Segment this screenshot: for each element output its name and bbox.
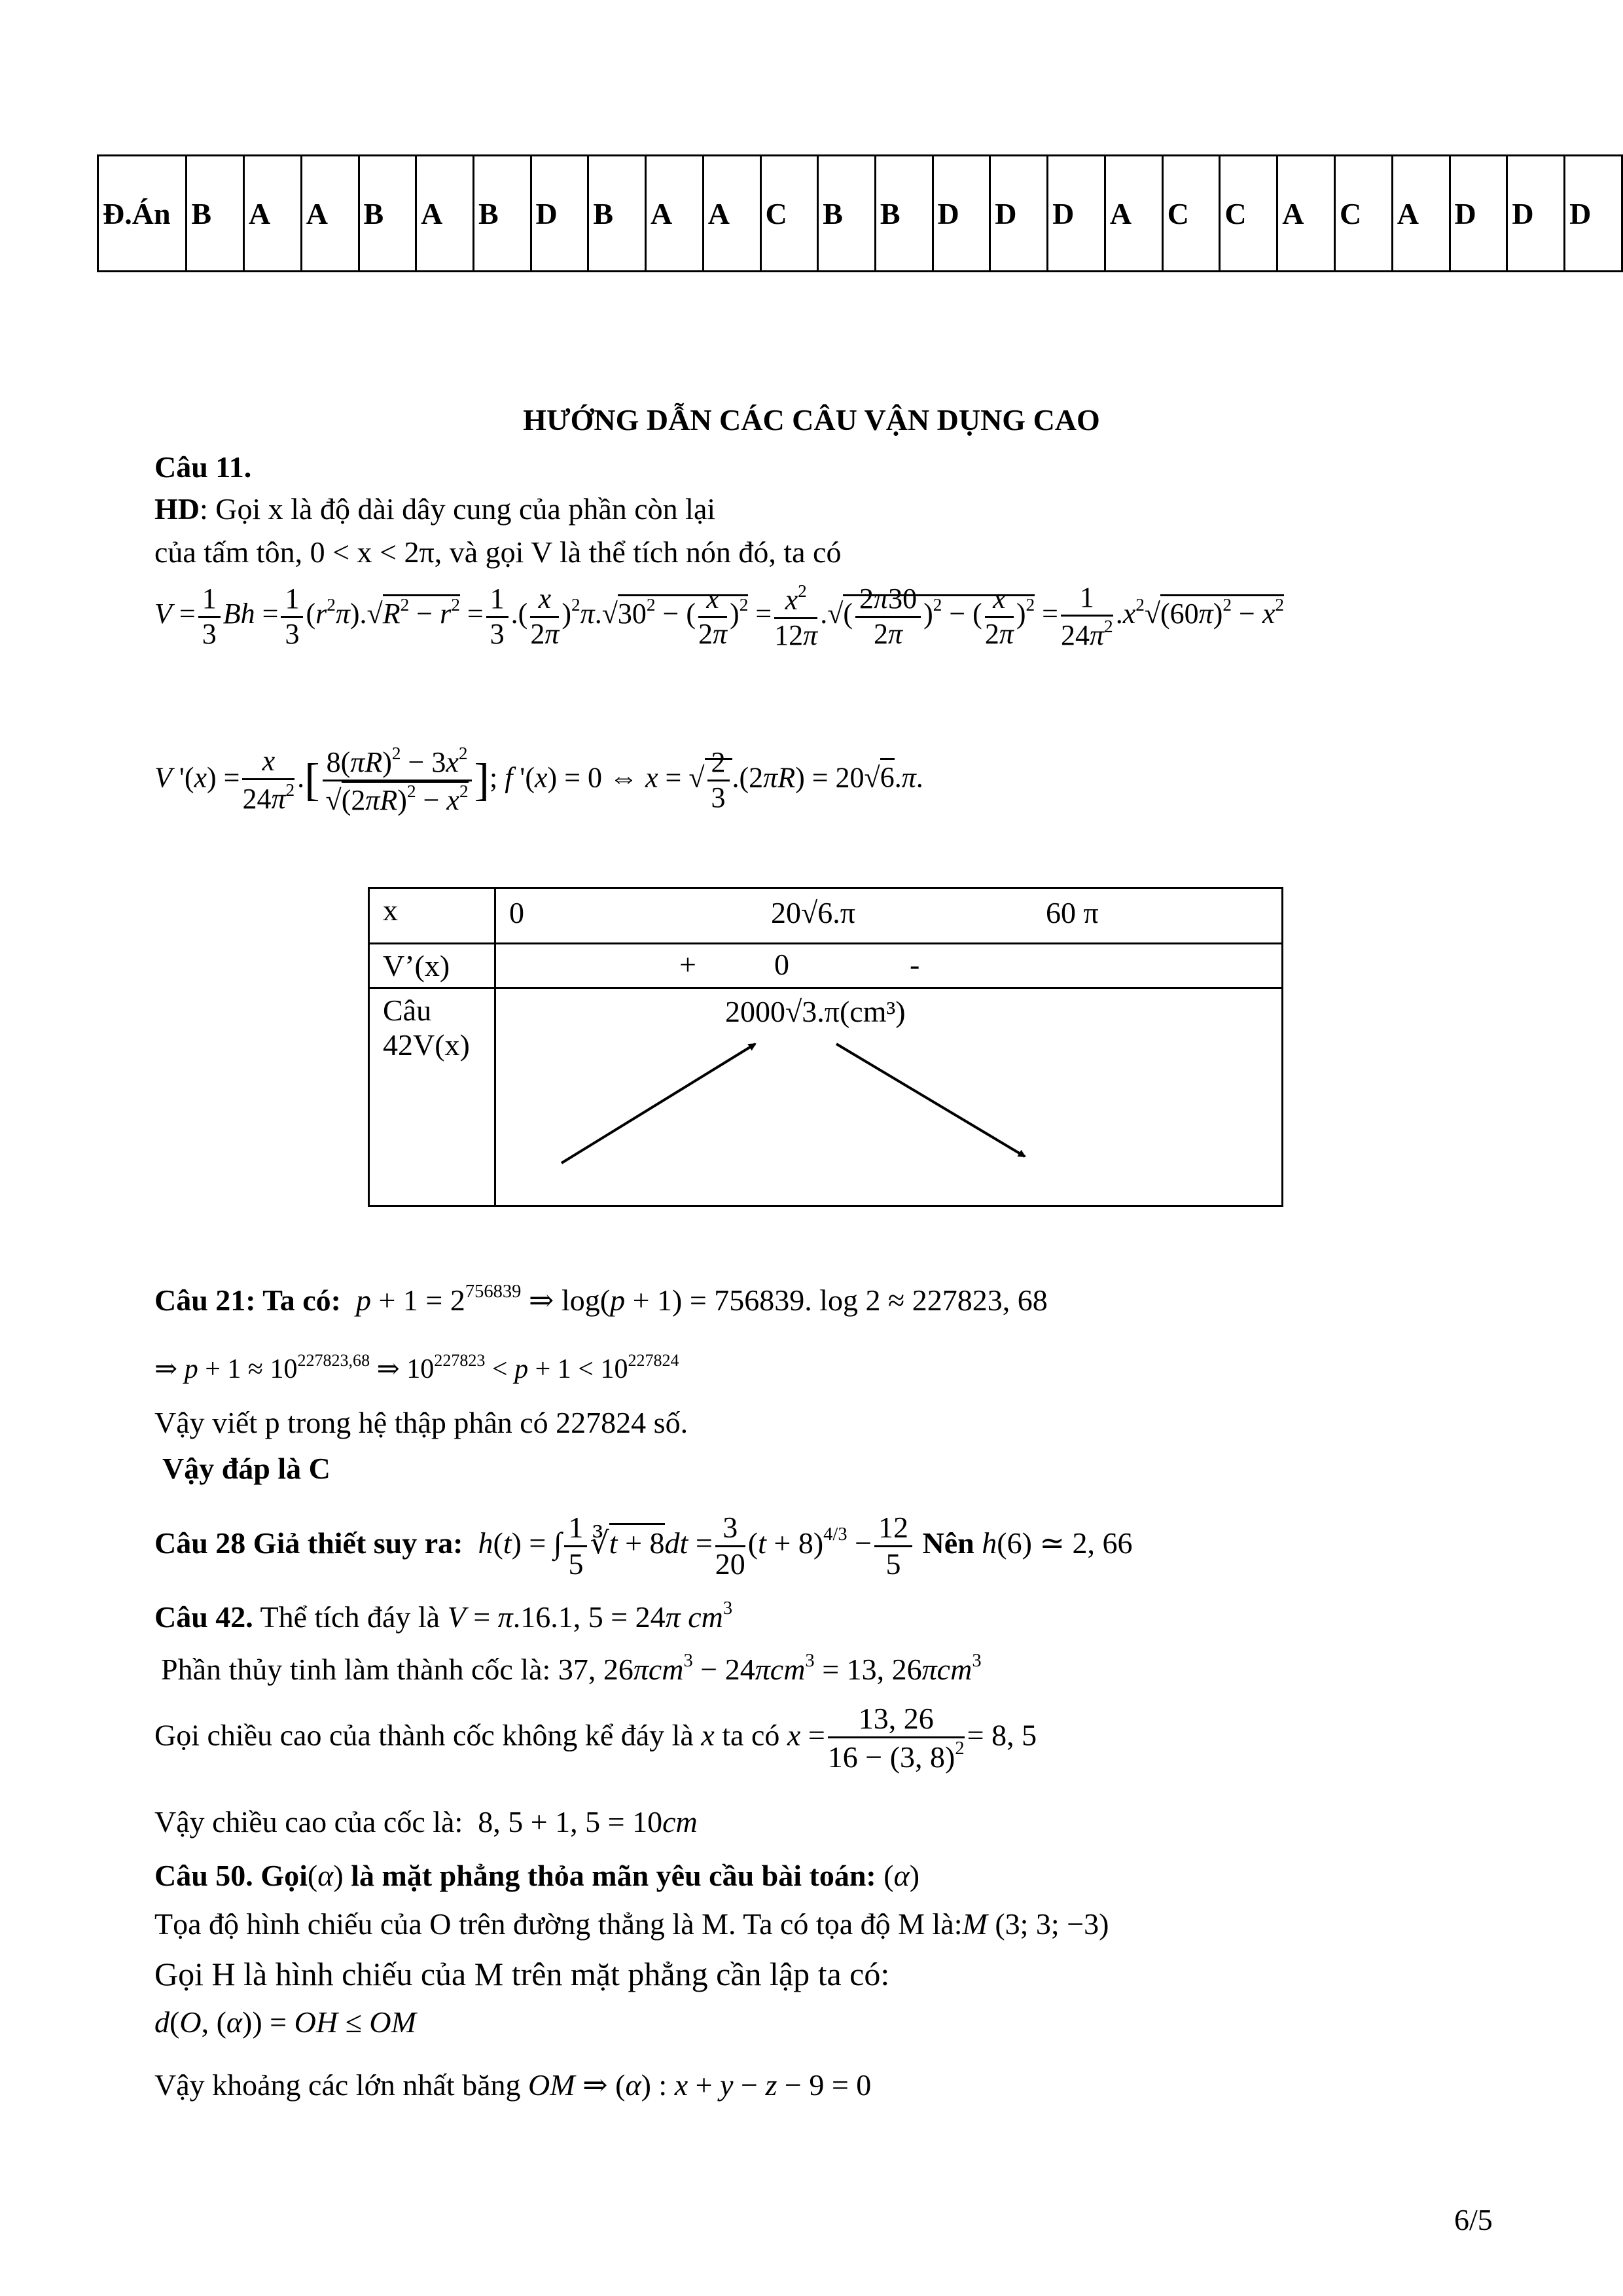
variation-row-dv xyxy=(369,944,1283,988)
cau28-line: Câu 28 Giả thiết suy ra: h(t) = ∫ $\frac{1}{5}$ ∛t + 8dt = $\frac{3}{20}$ $(t + 8)^{4/3}$ − $\frac{12}{5}$ Nên h(6) ≃ 2, 66 xyxy=(154,1511,1133,1581)
sign-minus: - xyxy=(910,948,920,981)
answer-cell: A xyxy=(1392,156,1450,272)
answer-cell: C xyxy=(1162,156,1220,272)
answer-cell: B xyxy=(875,156,933,272)
answer-cell: A xyxy=(301,156,359,272)
cau42-text1: Thể tích đáy là xyxy=(260,1600,440,1634)
answer-cell: A xyxy=(416,156,474,272)
answer-cell: C xyxy=(1334,156,1392,272)
cau11-title: Câu 11. xyxy=(154,450,252,484)
answer-cell: C xyxy=(760,156,818,272)
answer-cell: D xyxy=(990,156,1048,272)
cau21-line1: Câu 21: Ta có: $p + 1 = 2^{756839}$ ⇒ log(p + 1) = 756839. log 2 ≈ 227823, 68 xyxy=(154,1282,1048,1317)
answer-cell: A xyxy=(243,156,301,272)
answer-cell: B xyxy=(588,156,646,272)
answer-cell: A xyxy=(645,156,703,272)
cau42-text4: Vậy chiều cao của cốc là: xyxy=(154,1805,463,1839)
variation-row-x xyxy=(369,888,1283,944)
row-dv-label: V’(x) xyxy=(369,944,495,988)
answer-cell: D xyxy=(1450,156,1507,272)
hd-label: HD xyxy=(154,492,200,526)
cau21-conclusion: Vậy đáp là C xyxy=(162,1452,330,1485)
answer-cell: B xyxy=(818,156,876,272)
cau42-title: Câu 42. xyxy=(154,1600,253,1634)
derivative-formula: V '(x) = $\frac{x}{24\pi^2}$ .[ $\frac{8(\pi R)^2 - 3x^2}{√(2\pi R)^2 - x^2}$ ]; f '(x) = 0 ⇔ x = √ $\frac{2}{3}$ .(2πR) = 20√6.π. xyxy=(154,744,923,816)
v-values-cell xyxy=(495,988,1283,1206)
answer-cell: B xyxy=(473,156,531,272)
increasing-arrow xyxy=(562,1044,755,1163)
x-value-1: 20√6.π xyxy=(771,896,855,929)
answer-cell: A xyxy=(1105,156,1162,272)
row-v-label-2: 42V(x) xyxy=(383,1028,470,1062)
row-v-label-1: Câu xyxy=(383,994,432,1027)
x-value-2: 60 π xyxy=(1046,896,1099,929)
cau42-text2: Phần thủy tinh làm thành cốc là: xyxy=(161,1652,551,1686)
cau28-title: Câu 28 Giả thiết suy ra: xyxy=(154,1526,463,1560)
row-x-label: x xyxy=(369,888,495,944)
answer-cell: D xyxy=(1048,156,1105,272)
cau42-line4: Vậy chiều cao của cốc là: 8, 5 + 1, 5 = 10cm xyxy=(154,1805,698,1839)
answer-cell: D xyxy=(1507,156,1565,272)
x-values-cell xyxy=(495,888,1283,944)
cau50-title: Câu 50. Gọi xyxy=(154,1859,308,1892)
cau50-line1: Câu 50. Gọi(α) là mặt phẳng thỏa mãn yêu cầu bài toán: (α) xyxy=(154,1859,920,1892)
cau21-title: Câu 21: Ta có: xyxy=(154,1283,341,1317)
answer-cell: A xyxy=(703,156,760,272)
cau50-line2: Tọa độ hình chiếu của O trên đường thẳng là M. Ta có tọa độ M là:M (3; 3; −3) xyxy=(154,1907,1109,1941)
answer-cell: B xyxy=(359,156,416,272)
cau50-distance: d(O, (α)) = OH ≤ OM xyxy=(154,2005,416,2039)
cau50-text3: Vậy khoảng các lớn nhất băng xyxy=(154,2068,521,2102)
cau11-line2: của tấm tôn, 0 < x < 2π, và gọi V là thể tích nón đó, ta có xyxy=(154,535,842,569)
max-value: 2000√3.π(cm³) xyxy=(725,995,906,1028)
sign-zero: 0 xyxy=(774,948,789,981)
answer-cell: D xyxy=(1565,156,1622,272)
answer-cell: B xyxy=(187,156,244,272)
row-v-label xyxy=(369,988,495,1206)
cau50-text2: Gọi H là hình chiếu của M trên mặt phẳng cần lập ta có: xyxy=(154,1956,890,1992)
cau21-line2: Vậy viết p trong hệ thập phân có 227824 số. xyxy=(154,1406,688,1439)
cau11-hd-line xyxy=(154,492,715,527)
variation-row-v xyxy=(369,988,1283,1206)
signs-cell xyxy=(495,944,1283,988)
answer-cell: D xyxy=(933,156,990,272)
cau50-title-b: là mặt phẳng thỏa mãn yêu cầu bài toán: xyxy=(351,1859,876,1892)
answer-cell: C xyxy=(1220,156,1277,272)
answer-label: Đ.Án xyxy=(98,156,187,272)
cau42-line3: Gọi chiều cao của thành cốc không kể đáy là x ta có x = $\frac{13, 26}{16 - (3, 8)^2}$ = 8, 5 xyxy=(154,1702,1037,1774)
page-number: 6/5 xyxy=(1454,2203,1493,2236)
answer-table xyxy=(97,154,1623,272)
x-value-0: 0 xyxy=(509,896,524,929)
hd-text: : Gọi x là độ dài dây cung của phần còn lại xyxy=(200,492,716,526)
cau42-line2: Phần thủy tinh làm thành cốc là: 37, 26πcm$^3$ − 24πcm$^3$ = 13, 26πcm$^3$ xyxy=(161,1651,982,1686)
cau28-nen: Nên xyxy=(922,1526,974,1560)
cau21-inequality: ⇒ $p + 1 \approx 10^{227823,68}$ ⇒ $10^{227823} < p + 1 < 10^{227824}$ xyxy=(154,1351,679,1385)
cau50-line4: Vậy khoảng các lớn nhất băng OM ⇒ (α) : x + y − z − 9 = 0 xyxy=(154,2068,872,2102)
volume-formula: V = $\frac{1}{3}$ Bh = $\frac{1}{3}$ $(r^2\pi).√R^2 - r^2$ = $\frac{1}{3}$ .( $\frac{x}{2\pi}$ )$^2\pi.√30^2$ − ( $\frac{x}{2\pi}$ )$^2$ = $\frac{x^2}{12\pi}$ .√( $\frac{2\pi 30}{2\pi}$ )$^2$ − ( $\frac{x}{2\pi}$ )$^2$ = $\frac{1}{24\pi^2}$ $.x^2√(60\pi)^2 - x^2$ xyxy=(154,581,1285,651)
answer-cell: D xyxy=(531,156,588,272)
variation-arrows xyxy=(496,989,1281,1205)
answer-row xyxy=(98,156,1622,272)
answer-cell: A xyxy=(1277,156,1335,272)
variation-table xyxy=(368,887,1283,1207)
cau42-text3: Gọi chiều cao của thành cốc không kể đáy là xyxy=(154,1718,694,1752)
page-heading: HƯỚNG DẪN CÁC CÂU VẬN DỤNG CAO xyxy=(523,403,1100,437)
decreasing-arrow xyxy=(836,1044,1025,1157)
cau42-line1: Câu 42. Thể tích đáy là V = π.16.1, 5 = 24π $cm^3$ xyxy=(154,1598,733,1634)
sign-plus: + xyxy=(679,948,696,981)
cau42-text3b: ta có xyxy=(722,1718,780,1752)
cau50-text1: Tọa độ hình chiếu của O trên đường thẳng là M. Ta có tọa độ M là: xyxy=(154,1907,963,1941)
